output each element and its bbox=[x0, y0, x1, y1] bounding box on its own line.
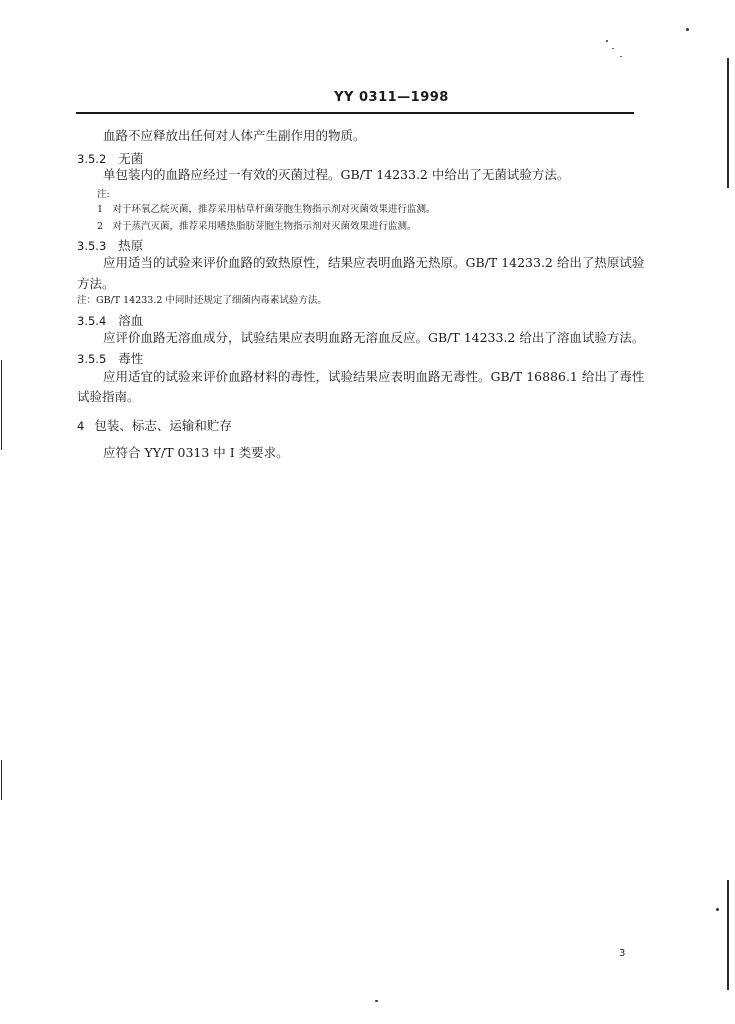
note-item: 1 对于环氧乙烷灭菌，推荐采用枯草杆菌芽胞生物指示剂对灭菌效果进行监测。 bbox=[97, 204, 436, 215]
paragraph-continuation: 试验指南。 bbox=[77, 389, 140, 404]
header-rule bbox=[76, 112, 634, 114]
scan-speck bbox=[716, 908, 719, 911]
paragraph-continuation: 方法。 bbox=[77, 276, 115, 291]
paragraph: 应评价血路无溶血成分，试验结果应表明血路无溶血反应。GB/T 14233.2 给出了溶血试验方法。 bbox=[103, 330, 645, 345]
scan-edge-mark bbox=[727, 880, 729, 990]
section-number: 3.5.4 bbox=[77, 314, 107, 328]
section-title: 热原 bbox=[118, 238, 144, 253]
section-title: 毒性 bbox=[118, 351, 144, 366]
section-heading-3-5-3 bbox=[77, 238, 143, 254]
scan-speck bbox=[686, 28, 689, 31]
scan-speck bbox=[612, 48, 614, 49]
section-number: 3.5.5 bbox=[77, 352, 107, 366]
section-title: 包装、标志、运输和贮存 bbox=[94, 418, 232, 433]
scan-edge-mark bbox=[1, 760, 2, 800]
scan-edge-mark bbox=[727, 58, 729, 188]
scan-speck bbox=[375, 1000, 378, 1002]
section-heading-3-5-4 bbox=[77, 313, 143, 329]
document-code: YY 0311—1998 bbox=[334, 90, 449, 105]
note-item: 2 对于蒸汽灭菌，推荐采用嗜热脂肪芽胞生物指示剂对灭菌效果进行监测。 bbox=[97, 221, 417, 232]
section-number: 4 bbox=[77, 419, 85, 433]
paragraph: 应用适宜的试验来评价血路材料的毒性，试验结果应表明血路无毒性。GB/T 16886.1 给出了毒性 bbox=[103, 369, 645, 384]
scan-speck bbox=[620, 56, 622, 57]
section-title: 溶血 bbox=[118, 313, 144, 328]
section-heading-4 bbox=[77, 418, 232, 434]
note: 注：GB/T 14233.2 中同时还规定了细菌内毒素试验方法。 bbox=[77, 295, 327, 306]
note-label: 注: bbox=[97, 189, 110, 200]
paragraph: 单包装内的血路应经过一有效的灭菌过程。GB/T 14233.2 中给出了无菌试验方法。 bbox=[103, 167, 570, 182]
scan-edge-mark bbox=[1, 360, 2, 450]
section-heading-3-5-5 bbox=[77, 351, 143, 367]
section-number: 3.5.3 bbox=[77, 239, 107, 253]
section-heading-3-5-2 bbox=[77, 151, 143, 167]
section-number: 3.5.2 bbox=[77, 152, 107, 166]
intro-paragraph: 血路不应释放出任何对人体产生副作用的物质。 bbox=[103, 128, 366, 143]
section-title: 无菌 bbox=[118, 151, 144, 166]
paragraph: 应用适当的试验来评价血路的致热原性，结果应表明血路无热原。GB/T 14233.2 给出了热原试验 bbox=[103, 255, 645, 270]
scan-speck bbox=[606, 40, 608, 42]
paragraph: 应符合 YY/T 0313 中 I 类要求。 bbox=[103, 445, 289, 460]
page-number: 3 bbox=[619, 948, 626, 959]
